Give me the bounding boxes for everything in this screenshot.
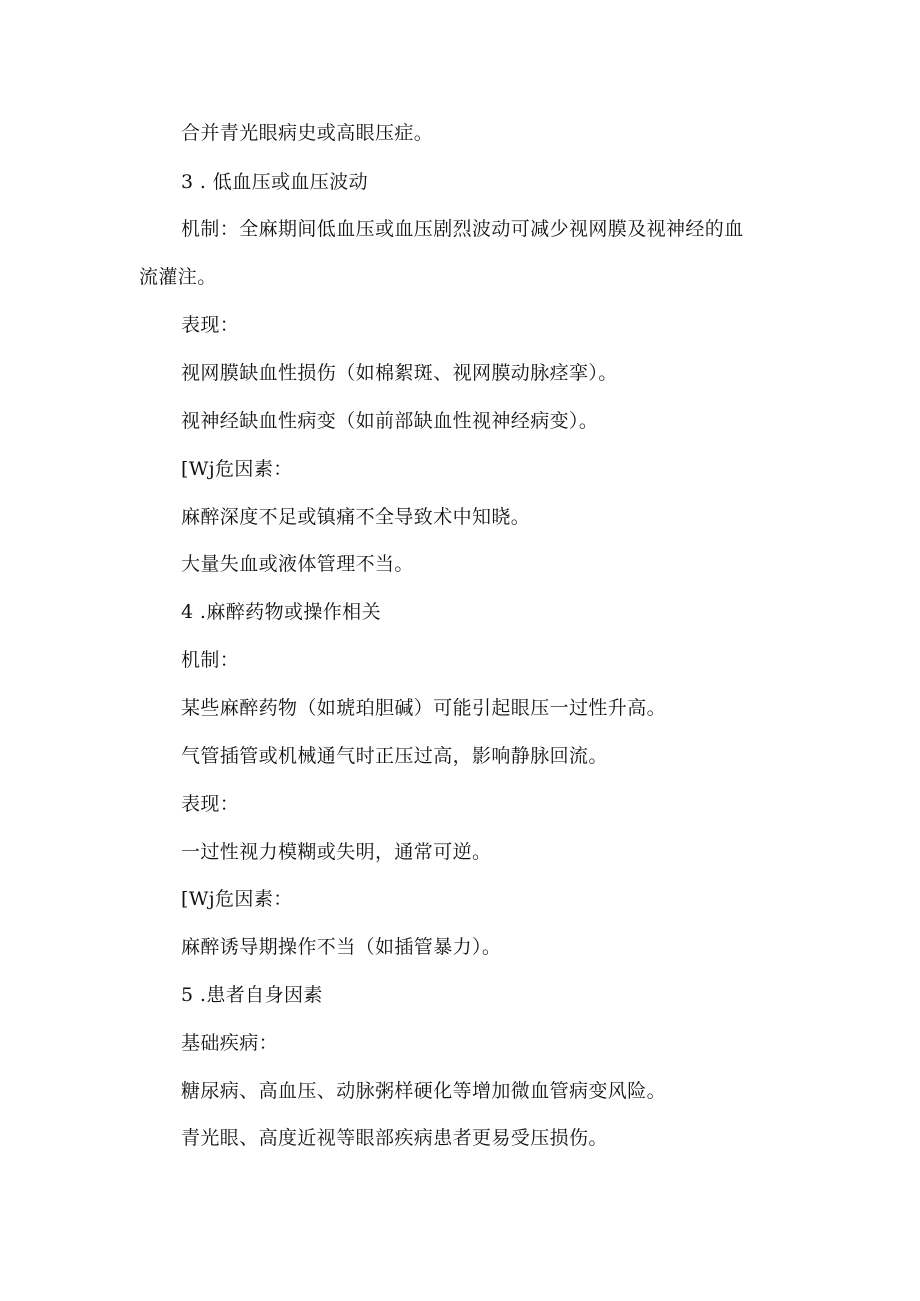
text-line: 大量失血或液体管理不当。	[181, 553, 414, 575]
text-line: 表现：	[181, 314, 240, 336]
text-line: 机制：全麻期间低血压或血压剧烈波动可减少视网膜及视神经的血	[181, 218, 744, 240]
text-line: 流灌注。	[139, 266, 217, 288]
text-line: 麻醉深度不足或镇痛不全导致术中知晓。	[181, 506, 531, 528]
text-line: 机制：	[181, 649, 240, 671]
text-line: 视神经缺血性病变（如前部缺血性视神经病变）。	[181, 410, 599, 432]
text-line: 气管插管或机械通气时正压过高，影响静脉回流。	[181, 745, 608, 767]
section-heading-3: 3 . 低血压或血压波动	[181, 171, 369, 193]
text-line: 青光眼、高度近视等眼部疾病患者更易受压损伤。	[181, 1127, 608, 1149]
text-line: 一过性视力模糊或失明，通常可逆。	[181, 841, 492, 863]
text-line: [Wj危因素：	[181, 888, 293, 910]
text-line: 麻醉诱导期操作不当（如插管暴力）。	[181, 936, 502, 958]
text-line: 糖尿病、高血压、动脉粥样硬化等增加微血管病变风险。	[181, 1080, 667, 1102]
text-line: 某些麻醉药物（如琥珀胆碱）可能引起眼压一过性升高。	[181, 697, 667, 719]
text-line: 合并青光眼病史或高眼压症。	[181, 122, 434, 144]
text-line: 基础疾病：	[181, 1032, 279, 1054]
section-heading-4: 4 .麻醉药物或操作相关	[181, 601, 381, 623]
section-heading-5: 5 .患者自身因素	[181, 984, 323, 1006]
text-line: [Wj危因素：	[181, 458, 293, 480]
text-line: 视网膜缺血性损伤（如棉絮斑、视网膜动脉痉挛）。	[181, 362, 618, 384]
text-line: 表现：	[181, 793, 240, 815]
